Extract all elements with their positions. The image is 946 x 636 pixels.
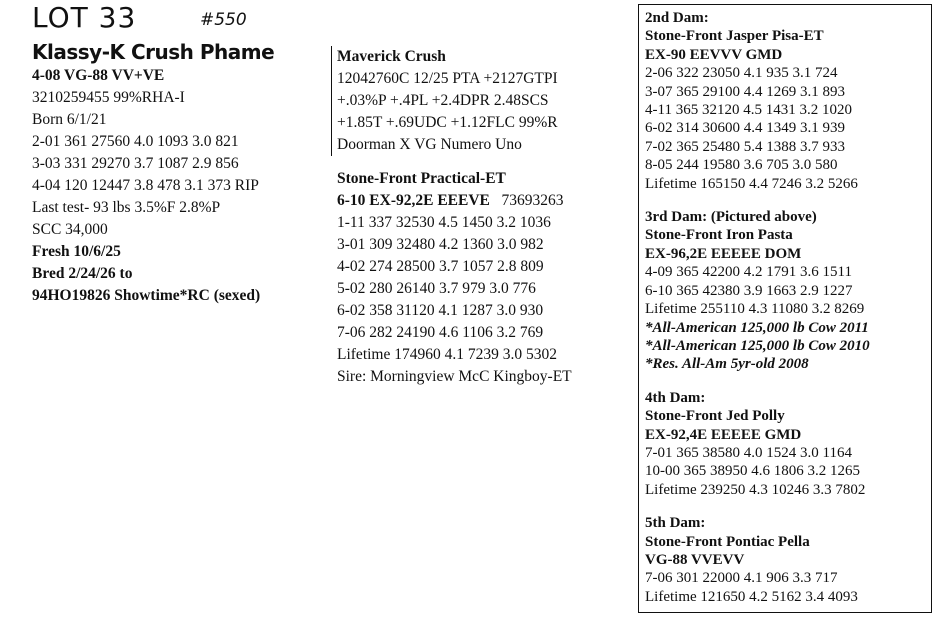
sire-dam-column [331,46,631,388]
lot-title: LOT 33 [32,1,137,34]
dam-name: Stone-Front Pontiac Pella [645,533,810,550]
dam-name: Stone-Front Jasper Pisa-ET [645,28,824,45]
cow-birthdate: Born 6/1/21 [32,111,107,128]
dam-record: 3-01 309 32480 4.2 1360 3.0 982 [337,236,544,253]
fifth-dam-section [645,514,931,606]
dam-classification: 6-10 EX-92,2E EEEVE [337,192,490,209]
sire-line: +1.85T +.69UDC +1.12FLC 99%R [337,114,558,131]
dam-honor: *Res. All-Am 5yr-old 2008 [645,356,809,373]
dam-record: 7-02 365 25480 5.4 1388 3.7 933 [645,138,845,155]
dam-classification: EX-96,2E EEEEE DOM [645,245,802,262]
dam-lifetime: Lifetime 255110 4.3 11080 3.2 8269 [645,301,865,318]
dam-record: 10-00 365 38950 4.6 1806 3.2 1265 [645,463,860,480]
dam-heading: 4th Dam: [645,389,706,406]
lot-number: #550 [200,10,247,30]
sire-line: 12042760C 12/25 PTA +2127GTPI [337,70,558,87]
dam-name: Stone-Front Practical-ET [337,170,506,187]
dam-classification-line [337,190,631,212]
fourth-dam-section [645,389,931,499]
cow-classification: 4-08 VG-88 VV+VE [32,67,165,84]
dam-record: 6-02 358 31120 4.1 1287 3.0 930 [337,302,544,319]
dam-lifetime: Lifetime 239250 4.3 10246 3.3 7802 [645,481,866,498]
cow-column [32,1,332,307]
cow-record: 2-01 361 27560 4.0 1093 3.0 821 [32,133,239,150]
sire-line: Doorman X VG Numero Uno [337,136,522,153]
dam-record: 1-11 337 32530 4.5 1450 3.2 1036 [337,214,551,231]
cow-details [32,65,332,307]
cow-record: 4-04 120 12447 3.8 478 3.1 373 RIP [32,177,259,194]
dam-record: 4-02 274 28500 3.7 1057 2.8 809 [337,258,544,275]
dam-registration: 73693263 [501,192,564,209]
dam-block [331,168,631,388]
cow-service-sire: 94HO19826 Showtime*RC (sexed) [32,287,261,304]
dam-record: 4-11 365 32120 4.5 1431 3.2 1020 [645,102,852,119]
pedigree-box [638,4,932,613]
dam-record: 6-02 314 30600 4.4 1349 3.1 939 [645,120,845,137]
dam-record: 3-07 365 29100 4.4 1269 3.1 893 [645,83,845,100]
cow-registration: 3210259455 99%RHA-I [32,89,185,106]
sire-block [331,46,631,156]
cow-record: 3-03 331 29270 3.7 1087 2.9 856 [32,155,239,172]
cow-last-test: Last test- 93 lbs 3.5%F 2.8%P [32,199,221,216]
cow-bred-date: Bred 2/24/26 to [32,265,133,282]
dam-record: 2-06 322 23050 4.1 935 3.1 724 [645,65,838,82]
dam-lifetime: Lifetime 121650 4.2 5162 3.4 4093 [645,588,858,605]
dam-classification: VG-88 VVEVV [645,551,745,568]
dam-honor: *All-American 125,000 lb Cow 2010 [645,337,870,354]
dam-honor: *All-American 125,000 lb Cow 2011 [645,319,869,336]
dam-lifetime: Lifetime 165150 4.4 7246 3.2 5266 [645,175,858,192]
dam-record: 8-05 244 19580 3.6 705 3.0 580 [645,157,838,174]
third-dam-section [645,208,931,374]
dam-classification: EX-92,4E EEEEE GMD [645,426,802,443]
dam-heading: 3rd Dam: (Pictured above) [645,209,817,226]
dam-name: Stone-Front Iron Pasta [645,227,793,244]
cow-fresh-date: Fresh 10/6/25 [32,243,121,260]
dam-record: 6-10 365 42380 3.9 1663 2.9 1227 [645,282,853,299]
cow-name: Klassy-K Crush Phame [32,40,275,64]
dam-record: 7-01 365 38580 4.0 1524 3.0 1164 [645,444,852,461]
dam-heading: 2nd Dam: [645,10,709,26]
dam-heading: 5th Dam: [645,515,706,532]
cow-scc: SCC 34,000 [32,221,108,238]
dam-record: 5-02 280 26140 3.7 979 3.0 776 [337,280,536,297]
dam-sire: Sire: Morningview McC Kingboy-ET [337,368,572,385]
dam-lifetime: Lifetime 174960 4.1 7239 3.0 5302 [337,346,557,363]
lot-header [32,1,332,38]
dam-record: 7-06 301 22000 4.1 906 3.3 717 [645,570,838,587]
dam-name: Stone-Front Jed Polly [645,408,785,425]
second-dam-section [645,9,931,193]
dam-classification: EX-90 EEVVV GMD [645,46,783,63]
sire-line: +.03%P +.4PL +2.4DPR 2.48SCS [337,92,549,109]
dam-record: 4-09 365 42200 4.2 1791 3.6 1511 [645,264,852,281]
sire-name: Maverick Crush [337,48,446,65]
dam-record: 7-06 282 24190 4.6 1106 3.2 769 [337,324,544,341]
